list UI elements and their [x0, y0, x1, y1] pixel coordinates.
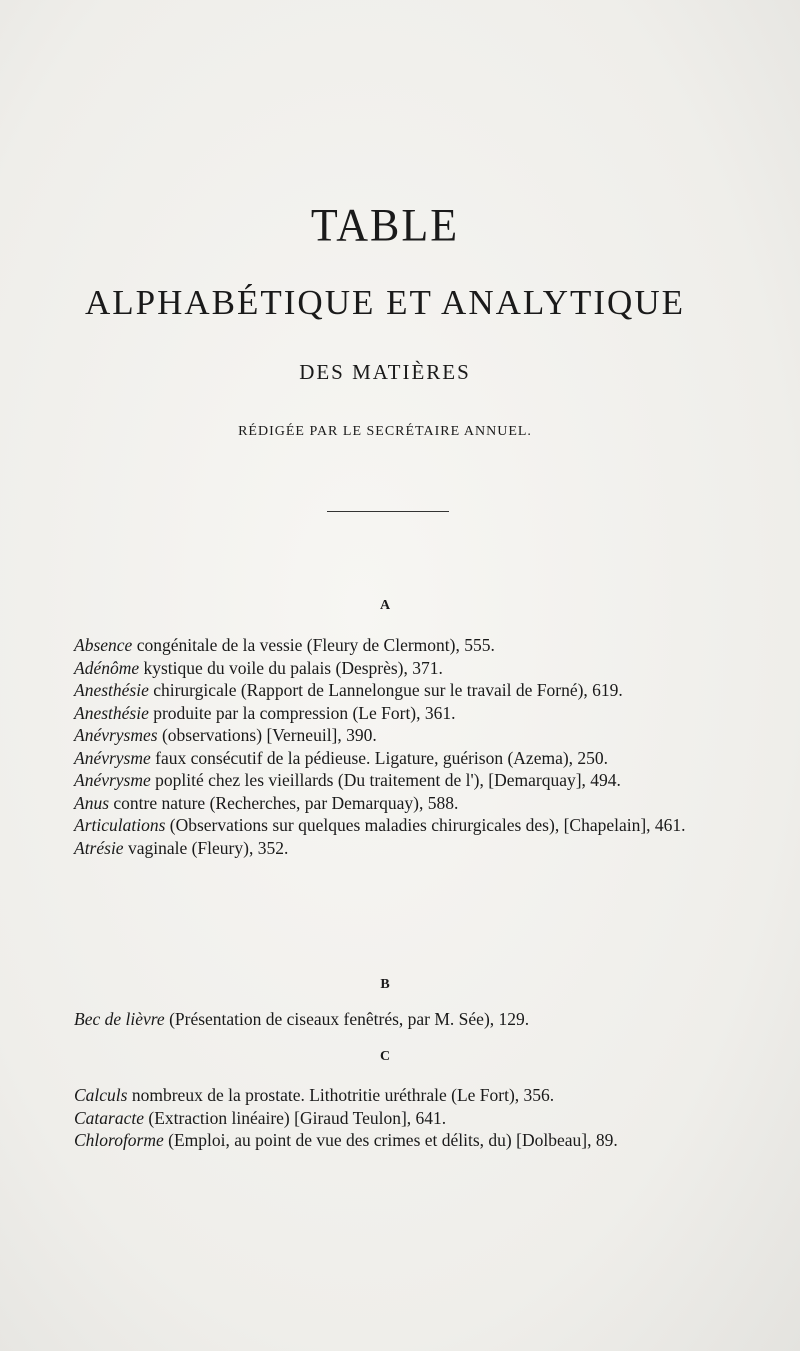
page-subtitle-des: DES MATIÈRES: [299, 360, 471, 384]
section-a-entries: [74, 634, 696, 859]
index-entry: [74, 769, 696, 792]
entry-text: (Extraction linéaire) [Giraud Teulon], 641.: [144, 1107, 447, 1128]
section-c-entries: [74, 1084, 696, 1152]
entry-head: Calculs: [74, 1085, 128, 1105]
entry-text: congénitale de la vessie (Fleury de Clermont), 555.: [132, 635, 495, 655]
entry-head: Anévrysmes: [74, 725, 158, 745]
entry-head: Adénôme: [74, 657, 140, 678]
entry-head: Anesthésie: [74, 680, 149, 700]
entry-head: Chloroforme: [74, 1130, 164, 1150]
entry-text: chirurgicale (Rapport de Lannelongue sur le travail de Forné), 619.: [148, 680, 623, 700]
index-entry: [74, 1107, 696, 1130]
entry-head: Absence: [74, 635, 133, 655]
index-entry: [74, 1008, 696, 1031]
entry-head: Atrésie: [74, 837, 124, 858]
entry-head: Anévrysme: [74, 747, 151, 768]
entry-head: Cataracte: [74, 1107, 144, 1128]
entry-text: nombreux de la prostate. Lithotritie uréthrale (Le Fort), 356.: [127, 1085, 555, 1105]
entry-text: poplité chez les vieillards (Du traitement de l'), [Demarquay], 494.: [150, 770, 621, 790]
index-entry: [74, 634, 696, 657]
index-entry: [74, 1129, 696, 1152]
index-entry: [74, 747, 696, 770]
index-entry: [74, 792, 696, 815]
index-entry: [74, 679, 696, 702]
index-entry: [74, 702, 696, 725]
entry-head: Anévrysme: [74, 770, 151, 790]
page-subtitle: ALPHABÉTIQUE ET ANALYTIQUE: [84, 283, 685, 322]
index-entry: [74, 657, 696, 680]
entry-text: (observations) [Verneuil], 390.: [157, 725, 377, 745]
entry-text: vaginale (Fleury), 352.: [123, 837, 289, 858]
section-letter-b: B: [380, 977, 390, 992]
index-entry: [74, 724, 696, 747]
entry-head: Anesthésie: [74, 702, 149, 723]
title-divider: [327, 511, 449, 512]
entry-head: Articulations: [74, 815, 166, 835]
index-entry: [74, 837, 696, 860]
index-entry: [74, 1084, 696, 1107]
index-entry: [74, 814, 696, 837]
entry-text: contre nature (Recherches, par Demarquay), 588.: [109, 792, 459, 813]
entry-head: Bec de lièvre: [74, 1009, 165, 1029]
entry-text: (Observations sur quelques maladies chirurgicales des), [Chapelain], 461.: [165, 815, 686, 835]
section-letter-c: C: [379, 1049, 391, 1064]
entry-text: (Emploi, au point de vue des crimes et délits, du) [Dolbeau], 89.: [163, 1130, 618, 1150]
section-letter-a: A: [379, 598, 391, 613]
entry-text: (Présentation de ciseaux fenêtrés, par M. Sée), 129.: [164, 1009, 530, 1029]
entry-text: faux consécutif de la pédieuse. Ligature, guérison (Azema), 250.: [150, 747, 609, 768]
page-title: TABLE: [310, 199, 460, 252]
section-b-entries: [74, 1008, 696, 1031]
page-redigee-line: RÉDIGÉE PAR LE SECRÉTAIRE ANNUEL.: [238, 424, 532, 439]
entry-head: Anus: [74, 792, 109, 813]
entry-text: produite par la compression (Le Fort), 361.: [148, 702, 456, 723]
entry-text: kystique du voile du palais (Desprès), 371.: [139, 657, 443, 678]
